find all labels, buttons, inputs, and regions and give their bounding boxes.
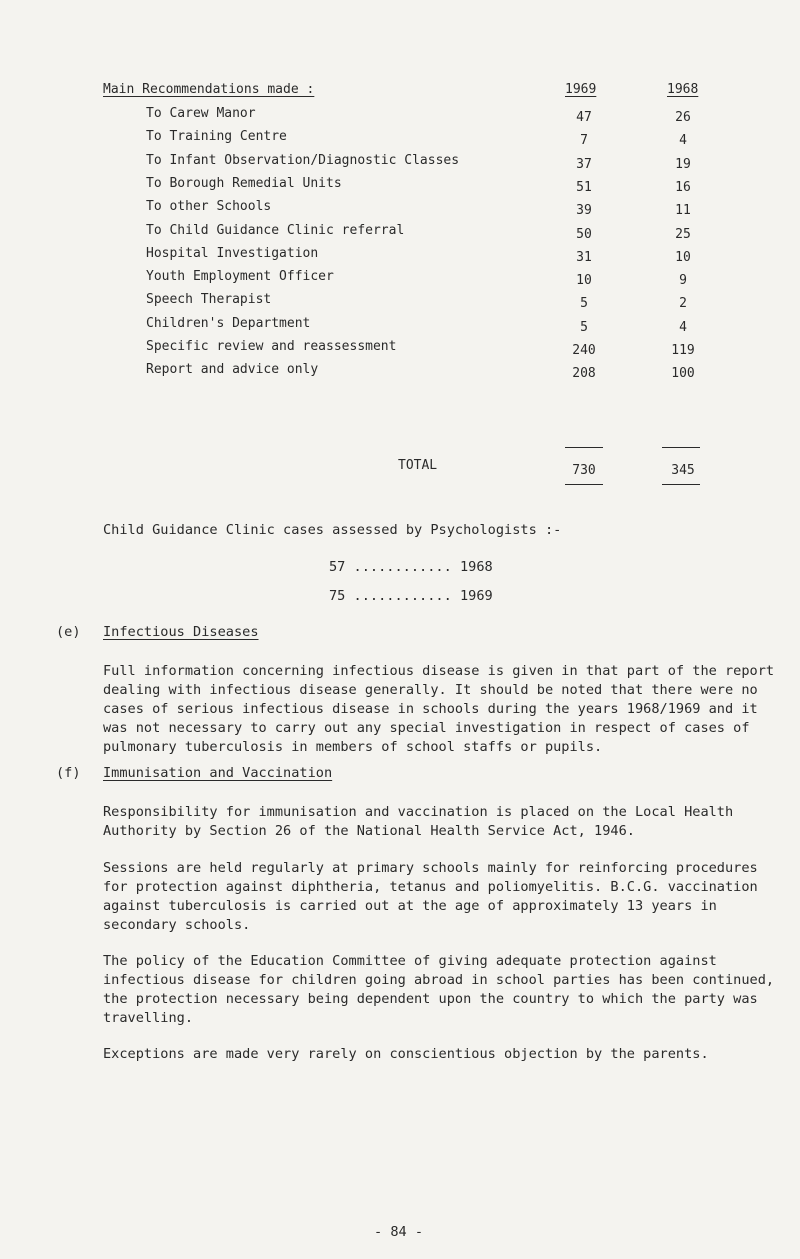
section-f-paragraph-2: Sessions are held regularly at primary schools mainly for reinforcing procedures for protection against diphtheria, tetanus and poliomyelitis. B.C.G. vaccination against tuberculosis is carried out at the age of approximately 13 years in secondary schools. <box>103 860 758 933</box>
total-bottom-rule-1968 <box>662 484 700 485</box>
table-row-label: Youth Employment Officer <box>146 269 334 284</box>
table-row-value-1969: 31 <box>576 250 592 265</box>
table-row-label: To Training Centre <box>146 129 287 144</box>
table-row-value-1969: 37 <box>576 157 592 172</box>
table-row-value-1968: 25 <box>675 227 691 242</box>
table-row-value-1968: 10 <box>675 250 691 265</box>
section-e-title: Infectious Diseases <box>103 624 259 640</box>
table-row-value-1968: 26 <box>675 110 691 125</box>
table-row-value-1969: 47 <box>576 110 592 125</box>
table-row-value-1969: 39 <box>576 203 592 218</box>
section-e-paragraph: Full information concerning infectious disease is given in that part of the report dealing with infectious disease generally. It should be noted that there were no cases of serious infectious disease in schools during the years 1968/1969 and it was not necessary to carry out any special investigation in respect of cases of pulmonary tuberculosis in members of school staffs or pupils. <box>103 663 775 755</box>
table-row-label: To Infant Observation/Diagnostic Classes <box>146 153 460 168</box>
total-top-rule-1969 <box>565 447 603 448</box>
table-row-value-1969: 7 <box>580 133 588 148</box>
table-row-label: Specific review and reassessment <box>146 339 397 354</box>
table-row-value-1968: 11 <box>675 203 691 218</box>
section-f-letter: (f) <box>56 765 81 781</box>
column-header-1968: 1968 <box>667 82 699 97</box>
table-row-label: To Borough Remedial Units <box>146 176 342 191</box>
table-row-value-1969: 50 <box>576 227 592 242</box>
cgc-line-1968: 57 ............ 1968 <box>329 559 493 575</box>
total-value-1968: 345 <box>671 463 695 478</box>
table-row-value-1968: 100 <box>671 366 695 381</box>
table-row-value-1969: 240 <box>572 343 596 358</box>
table-row-label: To Carew Manor <box>146 106 256 121</box>
total-label: TOTAL <box>398 458 438 473</box>
table-row-value-1969: 208 <box>572 366 596 381</box>
table-row-label: Speech Therapist <box>146 292 272 307</box>
table-row-value-1969: 10 <box>576 273 592 288</box>
cgc-heading: Child Guidance Clinic cases assessed by Psychologists :- <box>103 522 562 538</box>
table-row-value-1968: 4 <box>679 320 687 335</box>
table-row-label: To other Schools <box>146 199 272 214</box>
table-row-value-1968: 19 <box>675 157 691 172</box>
table-row-value-1968: 119 <box>671 343 695 358</box>
table-row-value-1968: 2 <box>679 296 687 311</box>
column-header-1969: 1969 <box>565 82 597 97</box>
total-value-1969: 730 <box>572 463 596 478</box>
table-row-label: To Child Guidance Clinic referral <box>146 223 405 238</box>
table-row-label: Hospital Investigation <box>146 246 319 261</box>
section-f-paragraph-3: The policy of the Education Committee of giving adequate protection against infectious disease for children going abroad in school parties has been continued, the protection necessary being dependent upon the country to which the party was travelling. <box>103 953 775 1026</box>
table-heading: Main Recommendations made : <box>103 82 315 97</box>
section-f-title: Immunisation and Vaccination <box>103 765 333 781</box>
table-row-value-1968: 9 <box>679 273 687 288</box>
page-number: - 84 - <box>374 1224 424 1240</box>
table-row-value-1968: 16 <box>675 180 691 195</box>
table-row-value-1969: 5 <box>580 296 588 311</box>
section-e-letter: (e) <box>56 624 81 640</box>
total-bottom-rule-1969 <box>565 484 603 485</box>
section-f-paragraph-1: Responsibility for immunisation and vaccination is placed on the Local Health Authority by Section 26 of the National Health Service Act, 1946. <box>103 804 734 839</box>
section-f-paragraph-4: Exceptions are made very rarely on conscientious objection by the parents. <box>103 1046 709 1062</box>
total-top-rule-1968 <box>662 447 700 448</box>
table-row-value-1969: 5 <box>580 320 588 335</box>
table-row-value-1969: 51 <box>576 180 592 195</box>
table-row-label: Report and advice only <box>146 362 319 377</box>
table-row-value-1968: 4 <box>679 133 687 148</box>
table-row-label: Children's Department <box>146 316 311 331</box>
cgc-line-1969: 75 ............ 1969 <box>329 588 493 604</box>
